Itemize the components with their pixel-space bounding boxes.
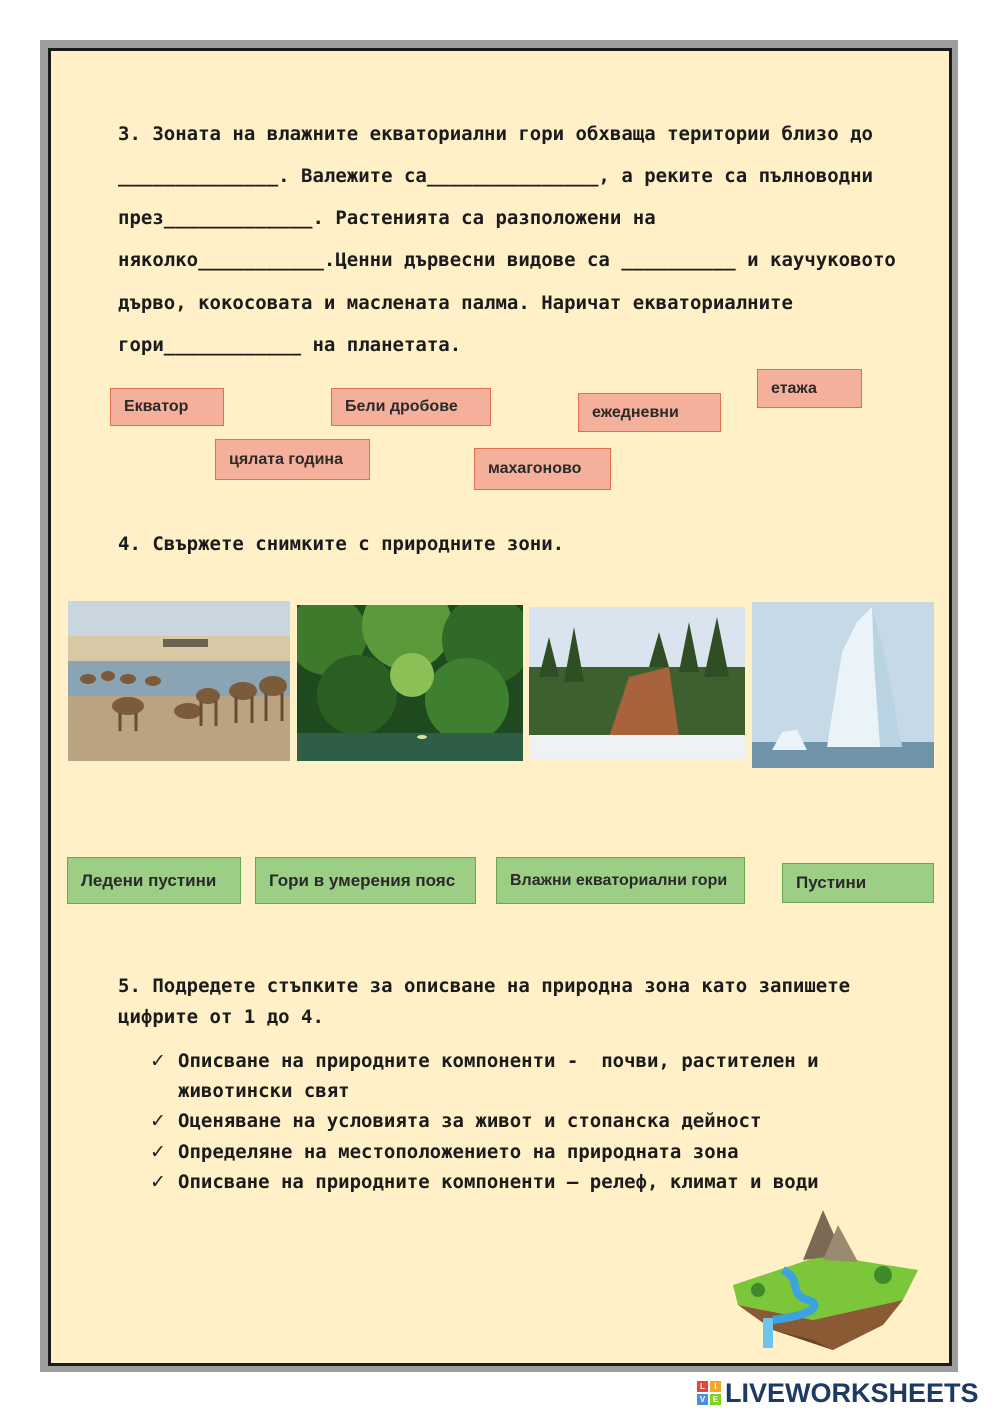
section3-line-1: 3. Зоната на влажните екваториални гори обхваща територии близо до: [118, 123, 873, 145]
step-text: Определяне на местоположението на природната зона: [178, 1141, 739, 1163]
floating-island-illustration: [713, 1200, 935, 1355]
section5-title-line-1: 5. Подредете стъпките за описване на природна зона като запишете: [118, 975, 851, 997]
step-item-3: [150, 1141, 739, 1163]
step-item-2: [150, 1110, 761, 1132]
check-icon: ✓: [150, 1050, 166, 1072]
section3-line-6: гори____________ на планетата.: [118, 334, 462, 356]
iceberg-photo: [752, 602, 934, 768]
check-icon: ✓: [150, 1110, 166, 1132]
rainforest-river-photo: [297, 605, 523, 761]
word-chip-ekvator[interactable]: Екватор: [110, 388, 224, 426]
section3-line-2: ______________. Валежите са_______________, а реките са пълноводни: [118, 165, 873, 187]
step-text: Описване на природните компоненти - почви, растителен и: [178, 1050, 819, 1072]
liveworksheets-logo: [697, 1378, 979, 1408]
temperate-forest-photo: [529, 607, 745, 759]
word-chip-mahagonovo[interactable]: махагоново: [474, 448, 611, 490]
liveworksheets-logo-icon: L I V E: [697, 1381, 721, 1405]
step-item-1: [150, 1050, 819, 1072]
section3-line-3: през_____________. Растенията са разположени на: [118, 207, 656, 229]
word-chip-beli-drobove[interactable]: Бели дробове: [331, 388, 491, 426]
zone-chip-vlazhni-gori[interactable]: Влажни екваториални гори: [496, 857, 745, 904]
zone-chip-pustini[interactable]: Пустини: [782, 863, 934, 903]
section3-line-5: дърво, кокосовата и маслената палма. Наричат екваториалните: [118, 292, 793, 314]
step-item-1-cont: животински свят: [178, 1080, 350, 1102]
desert-camels-photo: [68, 601, 290, 761]
check-icon: ✓: [150, 1171, 166, 1193]
brand-name: LIVEWORKSHEETS: [725, 1377, 979, 1408]
zone-chip-ledeni-pustini[interactable]: Ледени пустини: [67, 857, 241, 904]
word-chip-etazha[interactable]: етажа: [757, 369, 862, 408]
word-chip-ezhednevni[interactable]: ежедневни: [578, 393, 721, 432]
check-icon: ✓: [150, 1141, 166, 1163]
section3-line-4: няколко___________.Ценни дървесни видове са __________ и каучуковото: [118, 249, 896, 271]
step-text: Оценяване на условията за живот и стопанска дейност: [178, 1110, 762, 1132]
zone-chip-gori-umeren-poyas[interactable]: Гори в умерения пояс: [255, 857, 476, 904]
step-item-4: [150, 1171, 819, 1193]
section4-title: 4. Свържете снимките с природните зони.: [118, 533, 565, 555]
step-text: Описване на природните компоненти – релеф, климат и води: [178, 1171, 819, 1193]
word-chip-cyalata-godina[interactable]: цялата година: [215, 439, 370, 480]
section5-title-line-2: цифрите от 1 до 4.: [118, 1006, 324, 1028]
